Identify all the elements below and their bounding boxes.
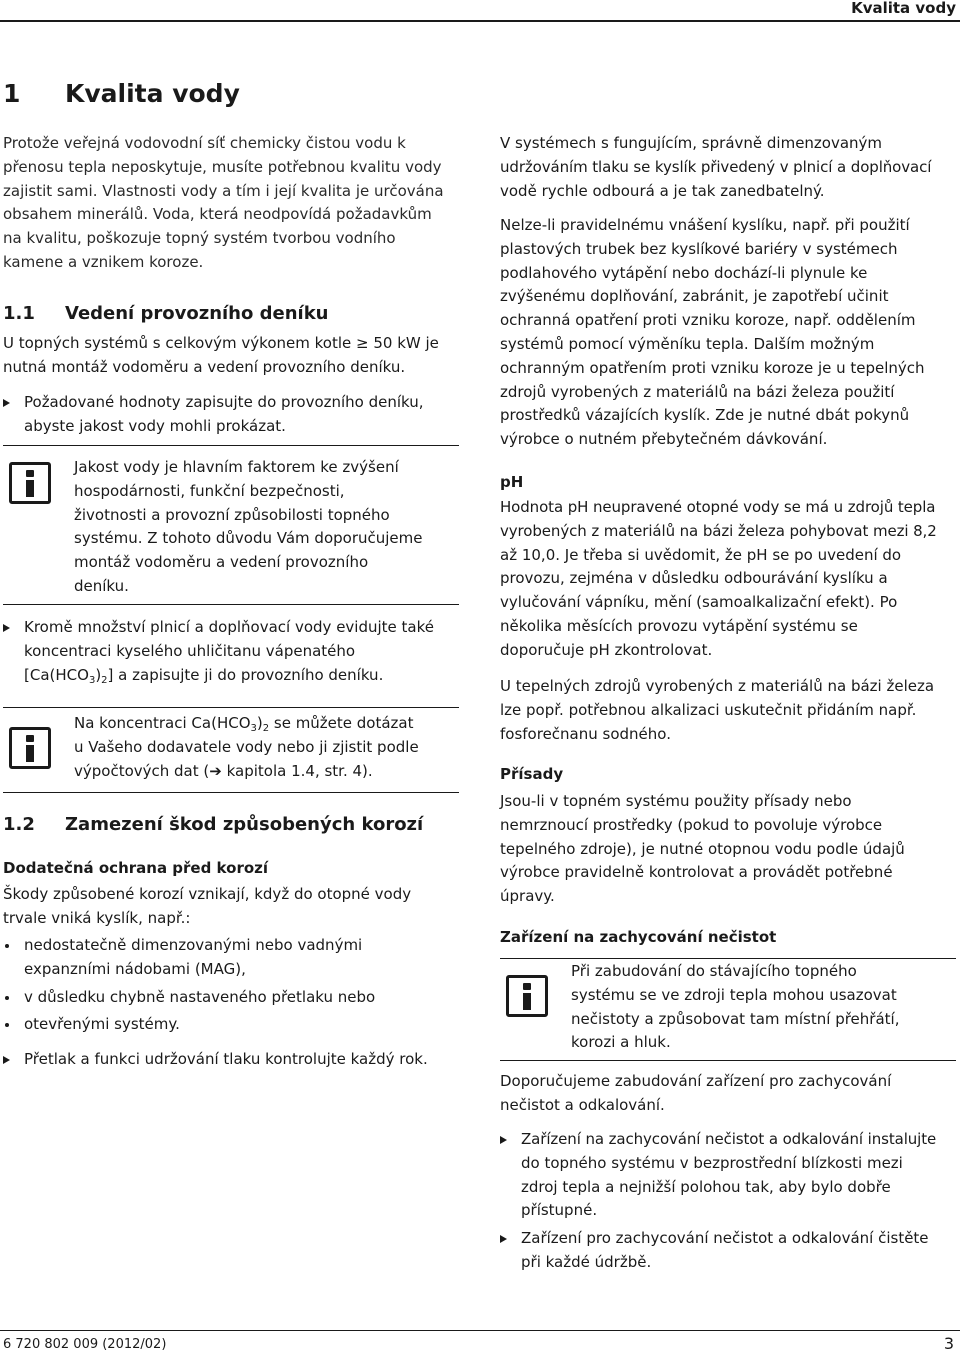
paragraph-line: nečistot a odkalování. (500, 1095, 665, 1114)
step-arrow-icon (3, 624, 10, 632)
step-text: koncentraci kyselého uhličitanu vápenatého (24, 641, 356, 660)
step-text: Kromě množství plnicí a doplňovací vody evidujte také (24, 618, 434, 636)
paragraph-line: až 10,0. Je třeba si uvědomit, že pH se po uvedení do (500, 545, 902, 564)
info-note (3, 445, 459, 605)
intro-line: Protože veřejná vodovodní síť chemicky čistou vodu k (3, 134, 406, 152)
logbook-text: nutná montáž vodoměru a vedení provozního deníku. (3, 357, 406, 376)
formula-subscript: 3 (88, 674, 96, 686)
greater-equal-symbol: ≥ (356, 334, 369, 352)
corrosion-paragraph (3, 883, 459, 931)
paragraph-line: ochranným opatřením proti vzniku koroze je u tepelných (500, 358, 925, 377)
info-line (74, 712, 419, 736)
bullet-icon (5, 944, 9, 948)
intro-line: kamene a vznikem koroze. (3, 252, 204, 271)
formula-part: ] a zapisujte ji do provozního deníku. (107, 665, 384, 684)
info-bottom-rule (3, 792, 459, 793)
intro-paragraph (3, 132, 459, 275)
section-title: Vedení provozního deníku (65, 303, 329, 324)
protection-paragraph (500, 214, 956, 452)
chapter-number: 1 (3, 79, 21, 108)
intro-line: obsahem minerálů. Voda, která neodpovídá požadavkům (3, 205, 432, 224)
step-text: Přetlak a funkci udržování tlaku kontrolujte každý rok. (24, 1050, 428, 1068)
info-text-part: výpočtových dat ( (74, 761, 210, 780)
chapter-reference-link[interactable]: kapitola 1.4, str. 4). (221, 761, 373, 780)
info-line: korozi a hluk. (571, 1033, 671, 1052)
formula-part: ) (256, 714, 263, 732)
header-rule (0, 20, 960, 22)
bullet-icon (5, 996, 9, 1000)
info-line: Jakost vody je hlavním faktorem ke zvýšení (74, 458, 399, 476)
info-icon (506, 975, 548, 1017)
info-icon (9, 727, 51, 769)
formula-subscript: 3 (250, 723, 257, 734)
list-text: v důsledku chybně nastaveného přetlaku nebo (24, 988, 376, 1006)
step-text: do topného systému v bezprostřední blízkosti mezi (521, 1153, 903, 1172)
instruction-step (3, 1048, 459, 1072)
list-item (3, 934, 459, 982)
section-number: 1.1 (3, 303, 35, 324)
formula-part: Na koncentraci Ca(HCO (74, 714, 251, 732)
paragraph-line: Jsou-li v topném systému použity přísady nebo (500, 792, 852, 810)
paragraph-line: prostředků vázajících kyslík. Zde je nutné dbát pokynů (500, 406, 910, 425)
paragraph-line: Doporučujeme zabudování zařízení pro zachycování (500, 1072, 892, 1090)
list-item (3, 986, 459, 1010)
subheading-dirt-separator: Zařízení na zachycování nečistot (500, 928, 777, 946)
paragraph-line: U tepelných zdrojů vyrobených z materiálů na bázi železa (500, 677, 935, 695)
formula-part: [Ca(HCO (24, 665, 89, 684)
formula-subscript: 2 (262, 723, 270, 734)
paragraph-line: Nelze-li pravidelnému vnášení kyslíku, např. při použití (500, 216, 910, 234)
step-text: zdroj tepla a nejnižší polohou tak, aby bylo dobře (521, 1177, 891, 1196)
chapter-title: Kvalita vody (65, 79, 240, 108)
info-text (74, 456, 423, 599)
paragraph-line: nemrznoucí prostředky (pokud to povoluje výrobce (500, 815, 883, 834)
section-heading-1-1 (3, 302, 329, 326)
section-heading-1-2 (3, 813, 423, 837)
list-item (3, 1013, 459, 1037)
intro-line: zajistit sami. Vlastnosti vody a tím i její kvalita je určována (3, 181, 444, 200)
paragraph-line: doporučuje pH zkontrolovat. (500, 640, 713, 659)
step-arrow-icon (500, 1136, 507, 1144)
ph-paragraph (500, 496, 956, 663)
instruction-step (500, 1128, 956, 1223)
formula-subscript: 2 (101, 674, 108, 686)
paragraph-line: Škody způsobené korozí vznikají, když do otopné vody (3, 885, 412, 903)
paragraph-line: vodě rychle odbourá a je tak zanedbatelný. (500, 181, 825, 200)
info-icon (9, 462, 51, 504)
footer-rule (0, 1330, 960, 1331)
info-text (571, 960, 899, 1055)
document-number: 6 720 802 009 (2012/02) (3, 1337, 167, 1352)
subheading-ph: pH (500, 473, 524, 491)
paragraph-line: udržováním tlaku se kyslík přivedený v plnicí a doplňovací (500, 157, 932, 176)
info-bottom-rule (3, 604, 459, 605)
alkalization-paragraph (500, 675, 956, 746)
info-line: deníku. (74, 576, 129, 595)
paragraph-line: fosforečnanu sodného. (500, 724, 671, 743)
info-top-rule (3, 445, 459, 446)
step-text: abyste jakost vody mohli prokázat. (24, 416, 286, 435)
info-bottom-rule (500, 1060, 956, 1061)
info-line: hospodárnosti, funkční bezpečnosti, (74, 481, 345, 500)
paragraph-line: zvýšenému doplňování, zabránit, je zapotřebí učinit (500, 287, 889, 306)
paragraph-line: tepelného zdroje), je nutné otopnou vodu podle údajů (500, 839, 905, 858)
intro-line: na kvalitu, poškozuje topný systém tvorbou vodního (3, 229, 396, 248)
list-text: expanzními nádobami (MAG), (24, 959, 246, 978)
list-text: otevřenými systémy. (24, 1015, 180, 1033)
instruction-step (3, 391, 459, 439)
info-text (74, 712, 419, 783)
paragraph-line: několika měsících provozu vytápění systému se (500, 616, 858, 635)
logbook-text: U topných systémů s celkovým výkonem kotle (3, 334, 352, 352)
paragraph-line: výrobce o nutném přebytečném dávkování. (500, 430, 828, 449)
step-arrow-icon (500, 1235, 507, 1243)
paragraph-line: vyrobených z materiálů na bázi železa pohybovat mezi 8,2 (500, 521, 937, 540)
paragraph-line: zdrojů vyrobených z materiálů na bázi železa použití (500, 382, 895, 401)
formula-part: ) (95, 665, 102, 684)
list-text: nedostatečně dimenzovanými nebo vadnými (24, 936, 363, 954)
intro-line: přenosu tepla neposkytuje, musíte potřebnou kvalitu vody (3, 157, 442, 176)
paragraph-line: vylučování vápníku, mění (samoalkalizační efekt). Po (500, 593, 898, 612)
page-number: 3 (943, 1334, 954, 1353)
paragraph-line: V systémech s fungujícím, správně dimenzovaným (500, 134, 883, 152)
step-text: Zařízení na zachycování nečistot a odkalování instalujte (521, 1130, 937, 1148)
paragraph-line: provozu, zejména v důsledku odbourávání kyslíku a (500, 569, 888, 588)
recommendation-paragraph (500, 1070, 956, 1118)
step-text: přístupné. (521, 1201, 598, 1220)
instruction-step (3, 616, 459, 687)
paragraph-line: ochranná opatření proti vzniku koroze, např. oddělením (500, 311, 916, 330)
subheading-additives: Přísady (500, 765, 564, 783)
section-title: Zamezení škod způsobených korozí (65, 814, 424, 835)
instruction-step (500, 1227, 956, 1275)
step-text: Požadované hodnoty zapisujte do provozního deníku, (24, 393, 424, 411)
section-number: 1.2 (3, 814, 35, 835)
step-text (24, 664, 459, 688)
info-top-rule (3, 707, 459, 708)
logbook-paragraph (3, 332, 459, 380)
chapter-heading (3, 78, 240, 110)
paragraph-line: výrobce pravidelně kontrolovat a provádět potřebné (500, 863, 893, 882)
paragraph-line: úpravy. (500, 887, 555, 906)
info-note (3, 707, 459, 793)
info-line: systému. Z tohoto důvodu Vám doporučujeme (74, 529, 423, 548)
step-arrow-icon (3, 1056, 10, 1064)
running-header-title: Kvalita vody (851, 0, 956, 17)
info-line: montáž vodoměru a vedení provozního (74, 553, 369, 572)
oxygen-paragraph (500, 132, 956, 203)
arrow-right-icon: ➔ (209, 761, 222, 780)
info-line (74, 760, 419, 784)
step-arrow-icon (3, 399, 10, 407)
additives-paragraph (500, 790, 956, 909)
info-note (500, 958, 956, 1061)
paragraph-line: systémů pomocí výměníku tepla. Dalším možným (500, 334, 875, 353)
info-line: životnosti a provozní způsobilosti topného (74, 505, 390, 524)
info-top-rule (500, 958, 956, 959)
step-text: při každé údržbě. (521, 1252, 652, 1271)
paragraph-line: plastových trubek bez kyslíkové bariéry v systémech (500, 239, 898, 258)
paragraph-line: trvale vniká kyslík, např.: (3, 908, 191, 927)
paragraph-line: lze popř. potřebnou alkalizaci uskutečnit přidáním např. (500, 700, 917, 719)
bullet-icon (5, 1023, 9, 1027)
paragraph-line: podlahového vytápění nebo dochází-li plynule ke (500, 263, 868, 282)
logbook-text: 50 kW je (373, 334, 439, 352)
info-line: Při zabudování do stávajícího topného (571, 962, 857, 980)
info-line: nečistoty a způsobovat tam místní přehřátí, (571, 1009, 900, 1028)
paragraph-line: Hodnota pH neupravené otopné vody se má u zdrojů tepla (500, 498, 936, 516)
info-line: u Vašeho dodavatele vody nebo ji zjistit podle (74, 737, 419, 756)
formula-part: se můžete dotázat (269, 714, 414, 732)
subheading-additional-protection: Dodatečná ochrana před korozí (3, 859, 269, 877)
info-line: systému se ve zdroji tepla mohou usazovat (571, 985, 897, 1004)
step-text: Zařízení pro zachycování nečistot a odkalování čistěte (521, 1229, 929, 1247)
